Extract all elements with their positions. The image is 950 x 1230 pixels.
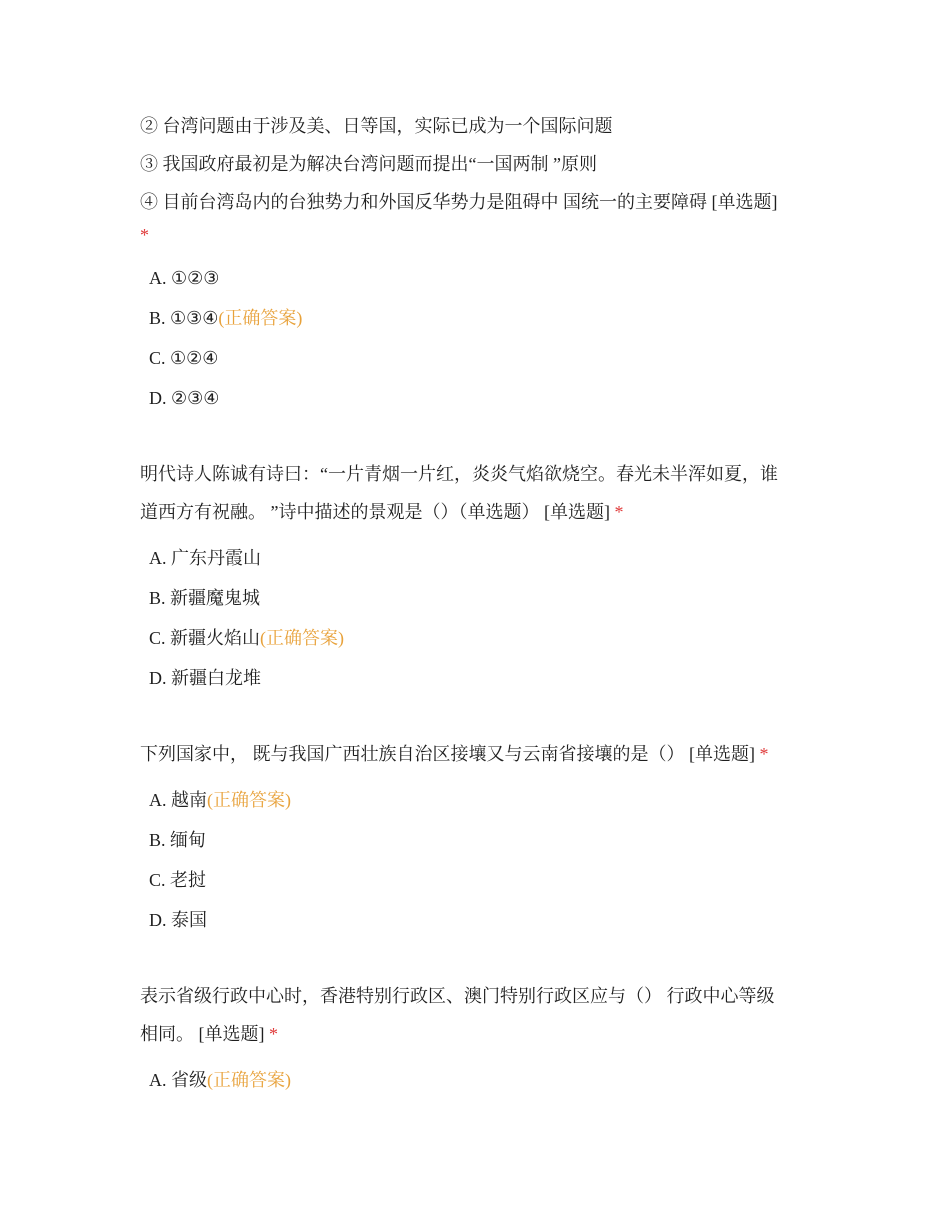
option-label: C. 新疆火焰山 <box>149 628 261 648</box>
question-2-line-1: 明代诗人陈诚有诗曰：“一片青烟一片红，炎炎气焰欲烧空。春光未半浑如夏，谁 <box>140 464 778 484</box>
option-label: D. ②③④ <box>149 388 220 408</box>
question-1-option-c[interactable] <box>149 346 218 370</box>
option-label: A. 省级 <box>149 1070 207 1090</box>
option-label: C. ①②④ <box>149 348 219 368</box>
question-4-required-mark: * <box>269 1024 278 1044</box>
question-2-option-b[interactable] <box>149 586 260 610</box>
question-4-option-a[interactable] <box>149 1068 291 1092</box>
correct-answer-tag: (正确答案) <box>218 308 303 328</box>
option-label: B. 缅甸 <box>149 830 207 850</box>
question-4-line-2 <box>140 1022 278 1046</box>
question-2-option-a[interactable] <box>149 546 261 570</box>
option-label: B. 新疆魔鬼城 <box>149 588 261 608</box>
option-label: D. 新疆白龙堆 <box>149 668 261 688</box>
question-2-line-2 <box>140 500 623 524</box>
question-1-line-1: ② 台湾问题由于涉及美、日等国，实际已成为一个国际问题 <box>140 116 613 136</box>
question-1-line-3: ④ 目前台湾岛内的台独势力和外国反华势力是阻碍中 国统一的主要障碍 [单选题] <box>140 192 778 212</box>
question-1-option-b[interactable] <box>149 306 302 330</box>
question-3-text: 下列国家中， 既与我国广西壮族自治区接壤又与云南省接壤的是（） [单选题] <box>140 744 755 764</box>
question-1-required-mark: * <box>140 225 149 245</box>
option-label: B. ①③④ <box>149 308 219 328</box>
question-2-option-d[interactable] <box>149 666 261 690</box>
correct-answer-tag: (正确答案) <box>207 1070 291 1090</box>
question-1-line-2: ③ 我国政府最初是为解决台湾问题而提出“一国两制 ”原则 <box>140 154 597 174</box>
question-2-required-mark: * <box>614 502 624 522</box>
option-label: D. 泰国 <box>149 910 207 930</box>
question-3-required-mark: * <box>759 744 769 764</box>
question-4-text: 相同。 [单选题] <box>140 1024 265 1044</box>
question-3-option-a[interactable] <box>149 788 291 812</box>
option-label: A. 越南 <box>149 790 207 810</box>
correct-answer-tag: (正确答案) <box>207 790 291 810</box>
question-2-option-c[interactable] <box>149 626 344 650</box>
question-3-option-c[interactable] <box>149 868 206 892</box>
question-1-option-d[interactable] <box>149 386 219 410</box>
question-3-option-b[interactable] <box>149 828 206 852</box>
question-3-option-d[interactable] <box>149 908 207 932</box>
question-3-line-1 <box>140 742 769 766</box>
question-2-text: 道西方有祝融。 ”诗中描述的景观是（）（单选题） [单选题] <box>140 502 610 522</box>
option-label: C. 老挝 <box>149 870 207 890</box>
option-label: A. 广东丹霞山 <box>149 548 261 568</box>
question-4-line-1: 表示省级行政中心时，香港特别行政区、澳门特别行政区应与（） 行政中心等级 <box>140 986 775 1006</box>
correct-answer-tag: (正确答案) <box>260 628 345 648</box>
option-label: A. ①②③ <box>149 268 220 288</box>
question-1-option-a[interactable] <box>149 266 219 290</box>
